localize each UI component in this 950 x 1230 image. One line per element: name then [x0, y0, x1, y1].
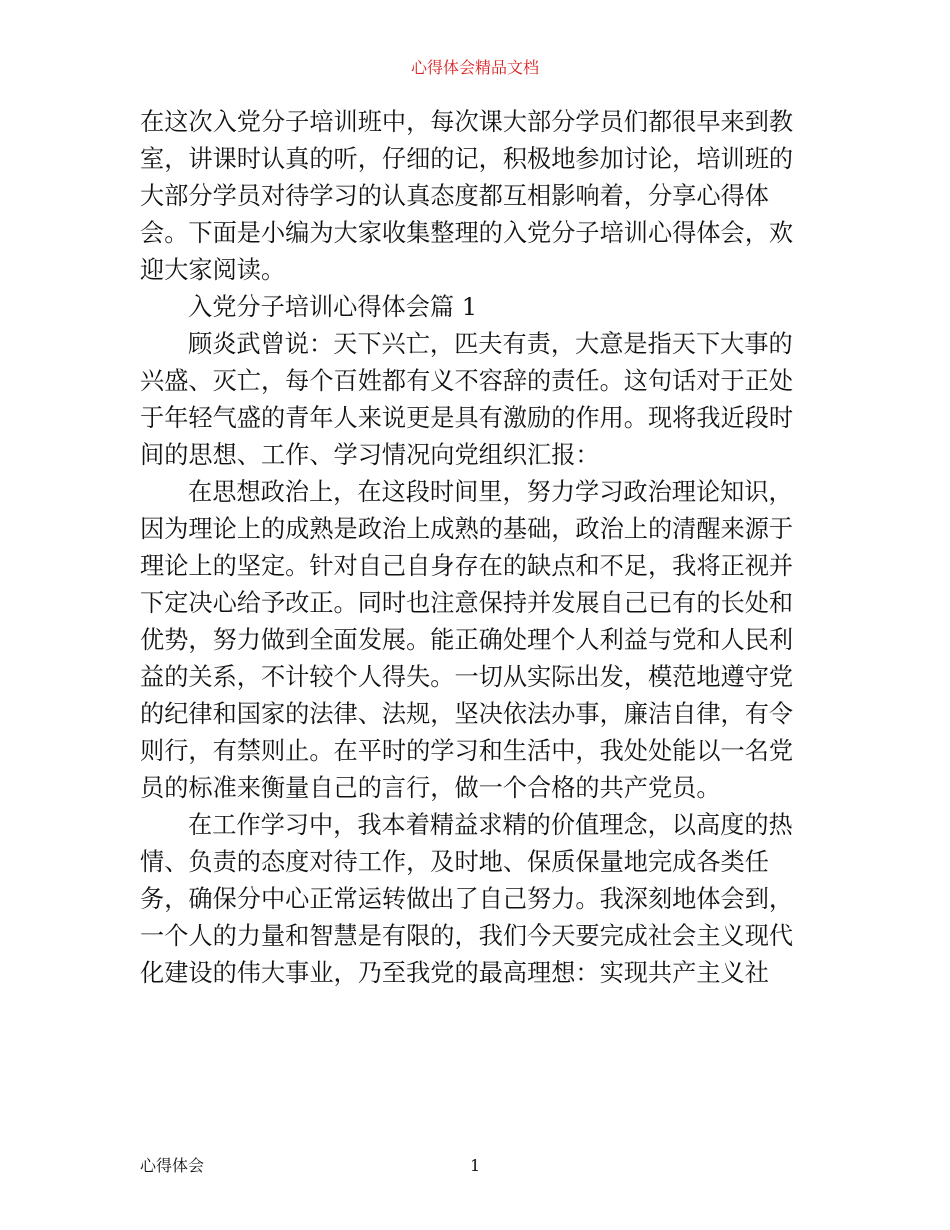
- text-line: 在这次入党分子培训班中，每次课大部分学员们都很早来到教: [140, 108, 794, 136]
- text-line: 会。下面是小编为大家收集整理的入党分子培训心得体会，欢: [140, 219, 794, 247]
- text-line: 因为理论上的成熟是政治上成熟的基础，政治上的清醒来源于: [140, 515, 794, 543]
- text-line: 务，确保分中心正常运转做出了自己努力。我深刻地体会到，: [140, 885, 794, 913]
- text-line: 化建设的伟大事业，乃至我党的最高理想：实现共产主义社: [140, 959, 769, 987]
- text-line: 则行，有禁则止。在平时的学习和生活中，我处处能以一名党: [140, 737, 794, 765]
- text-line: 室，讲课时认真的听，仔细的记，积极地参加讨论，培训班的: [140, 145, 794, 173]
- text-line: 的纪律和国家的法律、法规，坚决依法办事，廉洁自律，有令: [140, 700, 794, 728]
- text-line: 间的思想、工作、学习情况向党组织汇报：: [140, 441, 600, 469]
- document-body: [140, 104, 814, 992]
- text-line: 迎大家阅读。: [140, 256, 286, 284]
- page-number: 1: [470, 1156, 481, 1175]
- text-line: 益的关系，不计较个人得失。一切从实际出发，模范地遵守党: [140, 663, 794, 691]
- text-line: 在思想政治上，在这段时间里，努力学习政治理论知识，: [188, 478, 793, 506]
- text-line: 员的标准来衡量自己的言行，做一个合格的共产党员。: [140, 774, 721, 802]
- text-line: 优势，努力做到全面发展。能正确处理个人利益与党和人民利: [140, 626, 794, 654]
- text-line: 兴盛、灭亡，每个百姓都有义不容辞的责任。这句话对于正处: [140, 367, 794, 395]
- text-line: 情、负责的态度对待工作，及时地、保质保量地完成各类任: [140, 848, 769, 876]
- text-line: 大部分学员对待学习的认真态度都互相影响着，分享心得体: [140, 182, 769, 210]
- section-heading: 入党分子培训心得体会篇 1: [188, 293, 478, 321]
- text-line: 下定决心给予改正。同时也注意保持并发展自己已有的长处和: [140, 589, 794, 617]
- text-line: 于年轻气盛的青年人来说更是具有激励的作用。现将我近段时: [140, 404, 794, 432]
- text-line: 在工作学习中，我本着精益求精的价值理念，以高度的热: [188, 811, 793, 839]
- footer-label: 心得体会: [140, 1156, 205, 1175]
- page-header: 心得体会精品文档: [410, 58, 539, 77]
- text-line: 理论上的坚定。针对自己自身存在的缺点和不足，我将正视并: [140, 552, 794, 580]
- text-line: 顾炎武曾说：天下兴亡，匹夫有责，大意是指天下大事的: [188, 330, 793, 358]
- text-line: 一个人的力量和智慧是有限的，我们今天要完成社会主义现代: [140, 922, 794, 950]
